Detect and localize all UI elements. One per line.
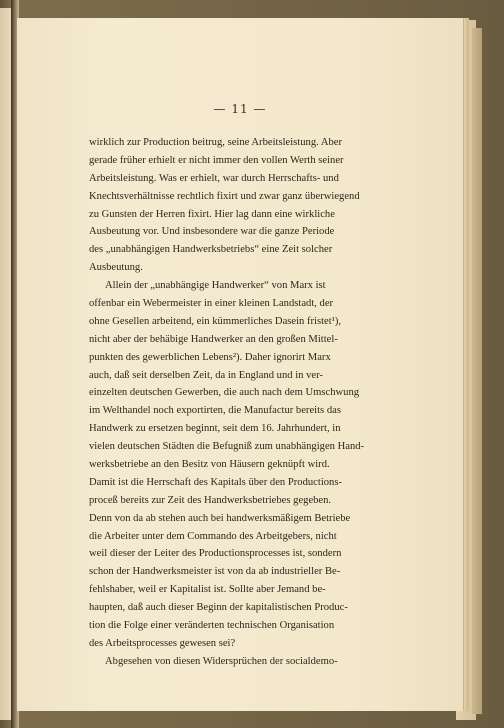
page-stack-edge-back xyxy=(472,28,482,714)
text-line: wirklich zur Production beitrug, seine Arbeitsleistung. Aber xyxy=(89,137,343,148)
text-line: die Arbeiter unter dem Commando des Arbeitgebers, nicht xyxy=(89,530,337,542)
text-line: vielen deutschen Städten die Befugniß zum unabhängigen Hand- xyxy=(89,441,365,453)
text-line: offenbar ein Webermeister in einer kleinen Landstadt, der xyxy=(89,298,334,310)
text-line: proceß bereits zur Zeit des Handwerksbetriebes gegeben. xyxy=(89,494,332,506)
text-line: nicht aber der behäbige Handwerker an den großen Mittel- xyxy=(89,333,338,345)
body-text xyxy=(89,134,375,671)
text-line: Damit ist die Herrschaft des Kapitals über den Productions- xyxy=(89,476,343,488)
text-line: punkten des gewerblichen Lebens²). Daher ignorirt Marx xyxy=(89,351,331,363)
text-line: Knechtsverhältnisse rechtlich fixirt und zwar ganz überwiegend xyxy=(89,190,360,202)
text-line: ohne Gesellen arbeitend, ein kümmerliches Dasein fristet¹), xyxy=(89,315,342,327)
text-line: werksbetriebe an den Besitz von Häusern geknüpft wird. xyxy=(89,459,330,471)
text-line: des Arbeitsprocesses gewesen sei? xyxy=(89,637,236,649)
text-line: haupten, daß auch dieser Beginn der kapitalistischen Produc- xyxy=(89,602,348,614)
text-line: Denn von da ab stehen auch bei handwerksmäßigem Betriebe xyxy=(89,512,351,524)
text-line: auch, daß seit derselben Zeit, da in England und in ver- xyxy=(89,369,323,381)
text-line: weil dieser der Leiter des Productionsprocesses ist, sondern xyxy=(89,548,342,560)
text-line: Allein der „unabhängige Handwerker“ von Marx ist xyxy=(105,280,326,292)
text-line: Abgesehen von diesen Widersprüchen der socialdemo- xyxy=(105,655,338,667)
text-line: tion die Folge einer veränderten technischen Organisation xyxy=(89,620,335,632)
text-line: einzelten deutschen Gewerben, die auch nach dem Umschwung xyxy=(89,387,360,399)
text-line: gerade früher erhielt er nicht immer den vollen Werth seiner xyxy=(89,154,344,166)
text-line: Arbeitsleistung. Was er erhielt, war durch Herrschafts- und xyxy=(89,172,339,184)
text-line: Ausbeutung. xyxy=(89,262,143,274)
book-page xyxy=(17,18,463,711)
text-line: schon der Handwerksmeister ist von da ab industrieller Be- xyxy=(89,566,341,578)
text-line: im Welthandel noch exportirten, die Manufactur bereits das xyxy=(89,405,341,417)
text-line: fehlshaber, weil er Kapitalist ist. Sollte aber Jemand be- xyxy=(89,584,326,596)
text-line: Handwerk zu ersetzen beginnt, seit dem 16. Jahrhundert, in xyxy=(89,423,341,435)
text-line: zu Gunsten der Herren fixirt. Hier lag dann eine wirkliche xyxy=(89,208,335,220)
text-line: des „unabhängigen Handwerksbetriebs“ eine Zeit solcher xyxy=(89,244,333,256)
text-line: Ausbeutung vor. Und insbesondere war die ganze Periode xyxy=(89,226,335,238)
page-number: — 11 — xyxy=(213,102,267,116)
